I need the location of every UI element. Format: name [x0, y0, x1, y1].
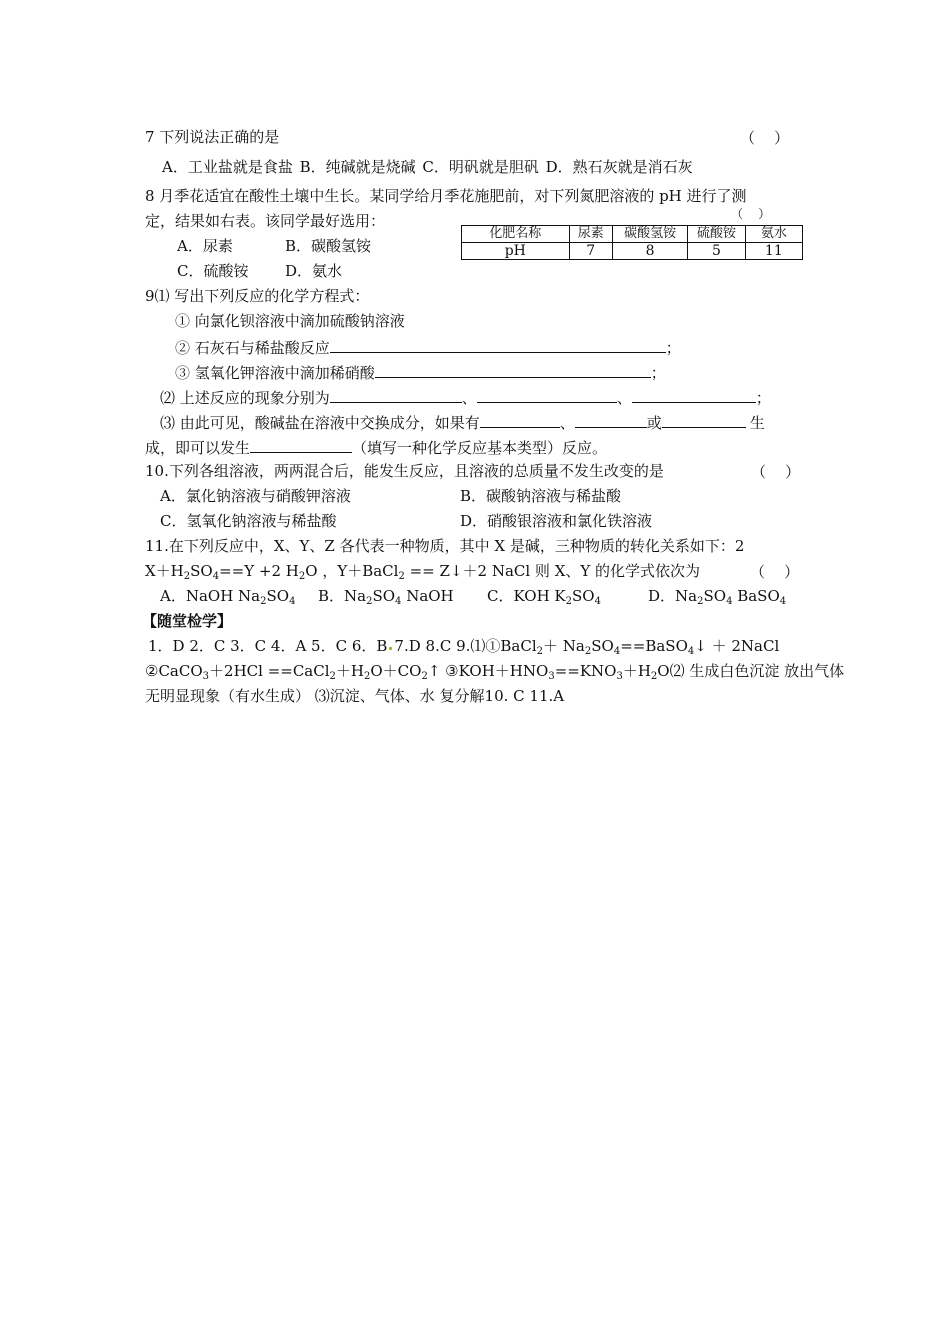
table-header-cell: 氨水 — [745, 226, 802, 243]
q10-option-b: B．碳酸钠溶液与稀盐酸 — [460, 487, 622, 505]
text-run: B．Na — [318, 587, 367, 605]
subscript: 4 — [395, 596, 402, 607]
answer-blank[interactable] — [375, 361, 651, 378]
subscript: 4 — [687, 646, 695, 657]
text-run: SO — [703, 587, 727, 605]
q11-stem-line1: 11.在下列反应中，X、Y、Z 各代表一种物质，其中 X 是碱，三种物质的转化关系如下：2 — [145, 537, 745, 555]
answers-line2 — [145, 661, 844, 687]
q9-part3-text-2: 成，即可以发生 — [145, 439, 251, 457]
q9-reaction-2-line — [175, 336, 681, 358]
text-run: ==KNO — [554, 662, 617, 680]
subscript: 2 — [260, 596, 267, 607]
text-run: SO — [372, 587, 396, 605]
text-run: ==BaSO — [620, 637, 688, 655]
subscript: 2 — [183, 571, 191, 582]
text-run: O＋CO — [370, 662, 422, 680]
subscript: 2 — [565, 596, 573, 607]
highlight-dot-icon — [389, 647, 392, 650]
q10-answer-paren: （ ） — [751, 463, 801, 481]
separator: 、 — [616, 389, 632, 407]
table-header-cell: 碳酸氢铵 — [612, 226, 687, 243]
subscript: 2 — [398, 571, 405, 582]
subscript: 3 — [548, 671, 555, 682]
text-run: NaOH — [401, 587, 454, 605]
q9-part3-line1 — [160, 411, 765, 433]
text-run: SO — [572, 587, 595, 605]
text-run: ==Y +2 H — [219, 562, 299, 580]
table-cell: pH — [462, 243, 570, 260]
q10-stem: 10.下列各组溶液，两两混合后，能发生反应，且溶液的总质量不发生改变的是 — [145, 462, 664, 480]
q11-stem-line2 — [145, 561, 700, 587]
q8-option-b: B．碳酸氢铵 — [285, 237, 372, 255]
q8-option-d: D．氨水 — [285, 262, 343, 280]
q9-part3-text-3: （填写一种化学反应基本类型）反应。 — [352, 439, 608, 457]
answers-heading: 【随堂检学】 — [142, 612, 233, 630]
q8-option-a: A．尿素 — [177, 237, 233, 255]
semicolon: ； — [665, 339, 681, 357]
text-run: C．KOH K — [487, 587, 566, 605]
q7-options: A．工业盐就是食盐 B．纯碱就是烧碱 C．明矾就是胆矾 D．熟石灰就是消石灰 — [162, 158, 693, 176]
answer-blank[interactable] — [575, 411, 647, 428]
table-cell: 11 — [745, 243, 802, 260]
subscript: 2 — [364, 671, 371, 682]
text-run: SO — [266, 587, 290, 605]
text-run: SO — [190, 562, 213, 580]
q11-answer-paren: （ ） — [750, 563, 800, 581]
subscript: 4 — [779, 596, 787, 607]
answer-blank[interactable] — [330, 336, 666, 353]
table-header-cell: 尿素 — [569, 226, 612, 243]
q10-option-a: A．氯化钠溶液与硝酸钾溶液 — [160, 487, 351, 505]
text-run: ＋H — [335, 662, 364, 680]
table-header-cell: 化肥名称 — [462, 226, 570, 243]
subscript: 3 — [616, 671, 623, 682]
subscript: 4 — [289, 596, 296, 607]
subscript: 2 — [366, 596, 373, 607]
answer-blank[interactable] — [477, 386, 617, 403]
text-run: O ，Y＋BaCl — [305, 562, 399, 580]
table-header-row — [462, 226, 803, 243]
subscript: 2 — [584, 646, 592, 657]
text-run: X＋H — [145, 562, 184, 580]
answer-blank[interactable] — [632, 386, 756, 403]
q9-part3-gen: 生 — [749, 414, 765, 432]
or-word: 或 — [646, 414, 662, 432]
subscript: 2 — [329, 671, 336, 682]
q10-option-d: D．硝酸银溶液和氯化铁溶液 — [460, 512, 653, 530]
answer-blank[interactable] — [480, 411, 560, 428]
text-run: ＋2HCl ==CaCl — [209, 662, 330, 680]
separator: 、 — [461, 389, 477, 407]
q11-option-a — [160, 586, 295, 612]
q9-reaction-1: ① 向氯化钡溶液中滴加硫酸钠溶液 — [175, 312, 405, 330]
text-run: D．Na — [648, 587, 698, 605]
subscript: 4 — [212, 571, 220, 582]
answers-line1 — [148, 636, 779, 662]
text-run: ＋H — [622, 662, 651, 680]
answer-blank[interactable] — [662, 411, 746, 428]
q8-answer-paren: （ ） — [731, 207, 771, 221]
q9-part3-text: ⑶ 由此可见，酸碱盐在溶液中交换成分，如果有 — [160, 414, 480, 432]
text-run: ↑ ③KOH＋HNO — [427, 662, 549, 680]
answer-blank[interactable] — [330, 386, 462, 403]
subscript: 2 — [536, 646, 544, 657]
q8-option-c: C．硫酸铵 — [177, 262, 249, 280]
text-run: ＋ Na — [543, 637, 585, 655]
subscript: 4 — [613, 646, 621, 657]
subscript: 2 — [298, 571, 306, 582]
fertilizer-ph-table — [461, 225, 803, 260]
q11-option-d — [648, 586, 786, 612]
q9-part3-line2 — [145, 436, 607, 458]
q9-part2-line — [160, 386, 771, 408]
text-run: 7.D 8.C 9.⑴①BaCl — [394, 637, 537, 655]
semicolon: ； — [650, 364, 666, 382]
text-run: A．NaOH Na — [160, 587, 261, 605]
text-run: ②CaCO — [145, 662, 203, 680]
text-run: O⑵ 生成白色沉淀 放出气体 — [657, 662, 845, 680]
subscript: 2 — [650, 671, 658, 682]
subscript: 3 — [202, 671, 210, 682]
text-run: BaSO — [732, 587, 780, 605]
table-cell: 7 — [569, 243, 612, 260]
q11-option-b — [318, 586, 454, 612]
text-run: 1．D 2．C 3．C 4．A 5．C 6．B — [148, 637, 388, 655]
table-cell: 5 — [688, 243, 745, 260]
q9-reaction-3-line — [175, 361, 666, 383]
subscript: 2 — [697, 596, 704, 607]
text-run: SO — [591, 637, 614, 655]
text-run: ↓ ＋ 2NaCl — [694, 637, 780, 655]
q10-option-c: C．氢氧化钠溶液与稀盐酸 — [160, 512, 337, 530]
table-cell: 8 — [612, 243, 687, 260]
q9-part2: ⑵ 上述反应的现象分别为 — [160, 389, 330, 407]
q9-part1: 9⑴ 写出下列反应的化学方程式： — [145, 287, 370, 305]
answer-blank[interactable] — [250, 436, 352, 453]
subscript: 4 — [726, 596, 733, 607]
text-run: == Z↓＋2 NaCl 则 X、Y 的化学式依次为 — [404, 562, 701, 580]
q7-answer-paren: （ ） — [740, 129, 790, 147]
table-header-cell: 硫酸铵 — [688, 226, 745, 243]
q9-reaction-3: ③ 氢氧化钾溶液中滴加稀硝酸 — [175, 364, 375, 382]
q7-stem: 7 下列说法正确的是 — [145, 128, 280, 146]
subscript: 2 — [421, 671, 428, 682]
q8-stem-line2: 定，结果如右表。该同学最好选用： — [145, 212, 386, 230]
table-row — [462, 243, 803, 260]
q8-stem-line1: 8 月季花适宜在酸性土壤中生长。某同学给月季花施肥前，对下列氮肥溶液的 pH 进行了测 — [145, 187, 747, 205]
q9-reaction-2: ② 石灰石与稀盐酸反应 — [175, 339, 330, 357]
answers-line3: 无明显现象（有水生成） ⑶沉淀、气体、水 复分解10. C 11.A — [145, 687, 565, 705]
q11-option-c — [487, 586, 601, 612]
subscript: 4 — [594, 596, 601, 607]
semicolon: ； — [755, 389, 771, 407]
separator: 、 — [559, 414, 575, 432]
